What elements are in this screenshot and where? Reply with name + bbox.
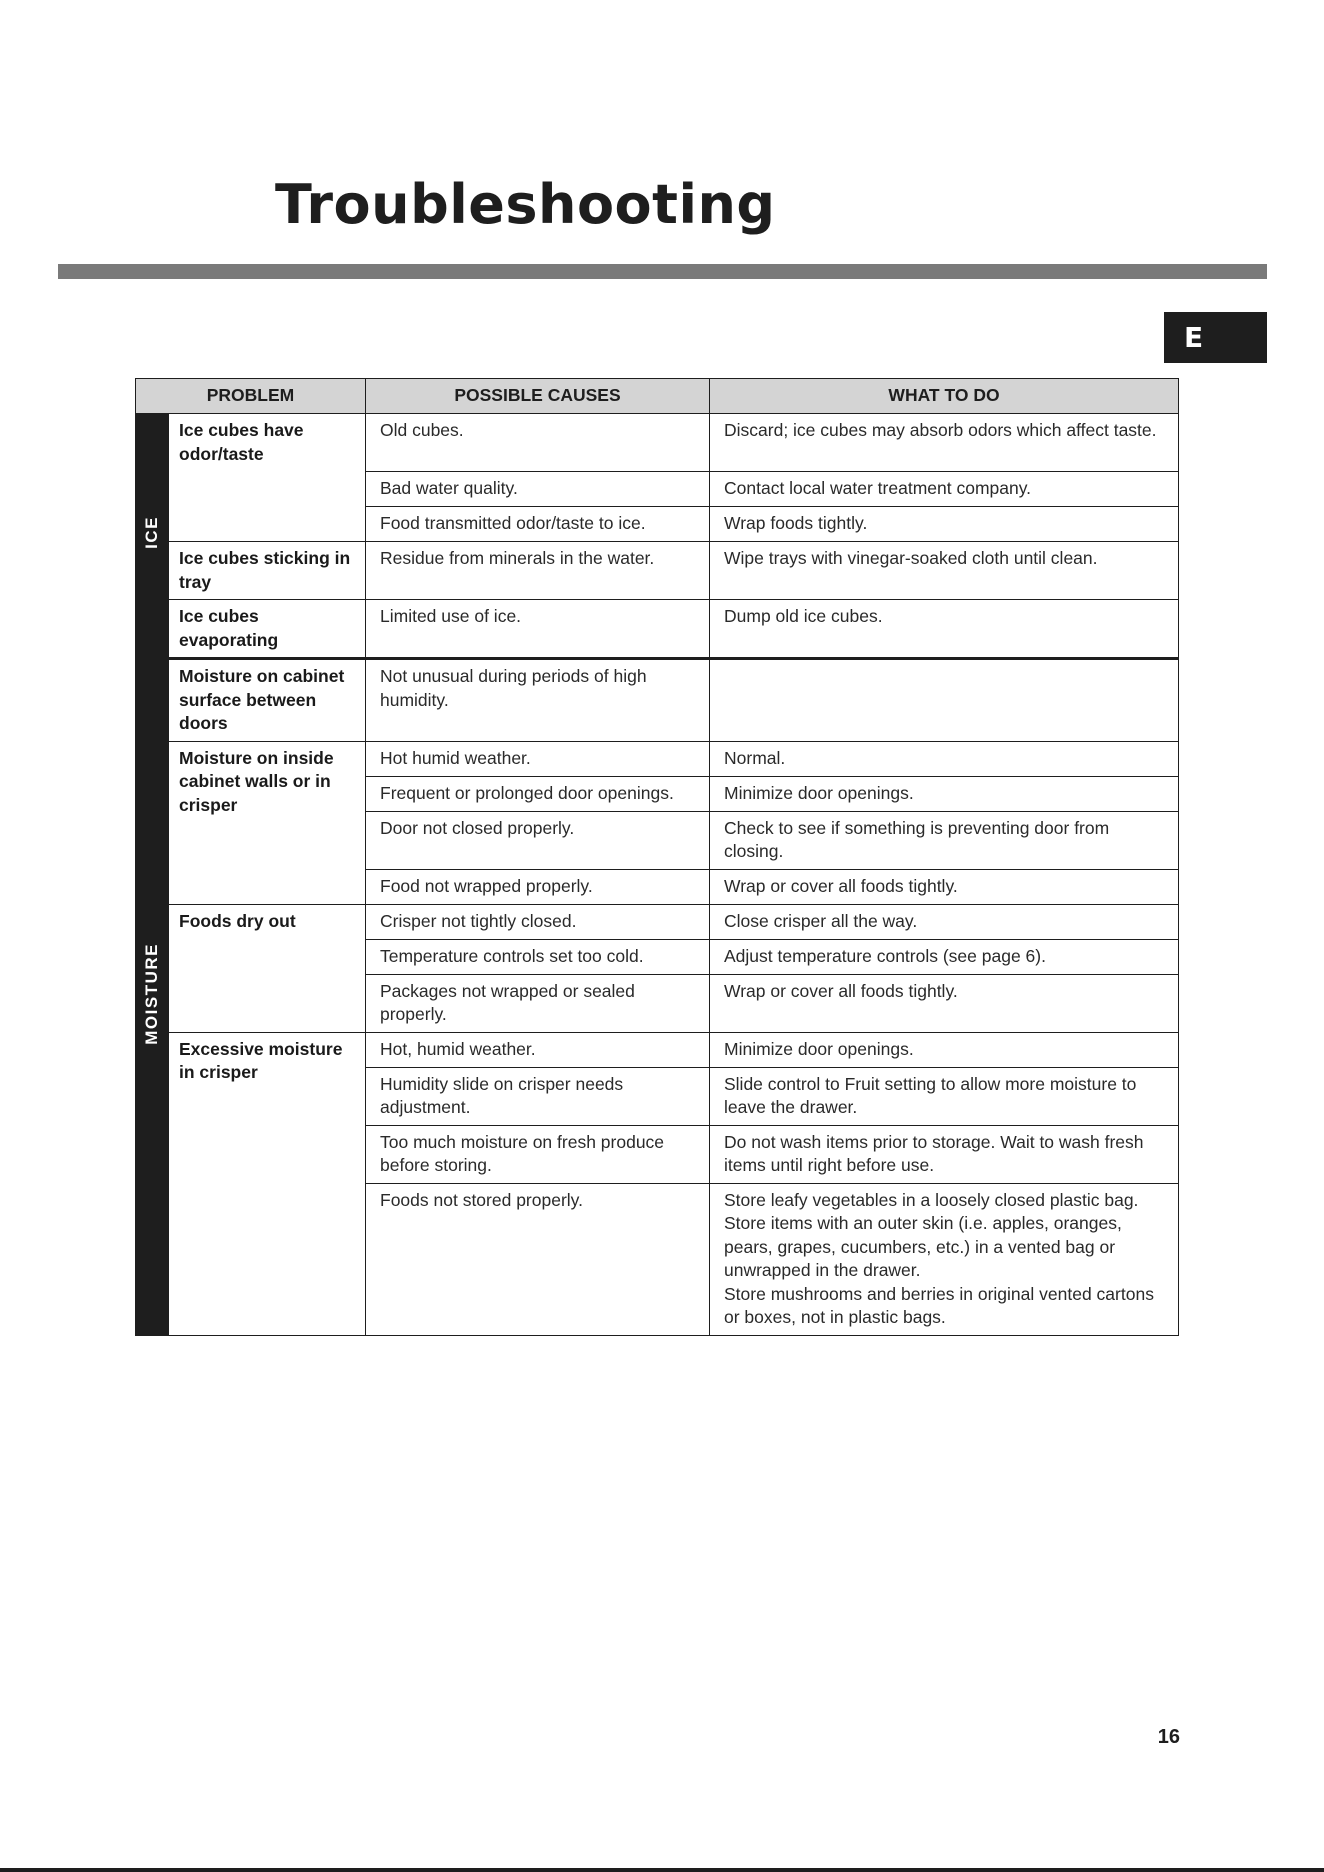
action-cell: Do not wash items prior to storage. Wait to wash fresh items until right before use.: [710, 1125, 1179, 1183]
cause-cell: Temperature controls set too cold.: [366, 939, 710, 974]
action-cell: Slide control to Fruit setting to allow more moisture to leave the drawer.: [710, 1067, 1179, 1125]
action-cell: Minimize door openings.: [710, 776, 1179, 811]
action-cell: [710, 659, 1179, 742]
troubleshooting-table: [135, 378, 1179, 1336]
cause-cell: Too much moisture on fresh produce before storing.: [366, 1125, 710, 1183]
cause-cell: Hot humid weather.: [366, 741, 710, 776]
bottom-rule: [0, 1868, 1324, 1872]
cause-cell: Food not wrapped properly.: [366, 869, 710, 904]
header-possible-causes: POSSIBLE CAUSES: [366, 379, 710, 414]
table-row: [136, 659, 1179, 742]
action-line: Store leafy vegetables in a loosely closed plastic bag. Store items with an outer skin (i.e. apples, oranges, pears, grapes, cucumbers, etc.) in a vented bag or unwrapped in the drawer.: [724, 1189, 1139, 1280]
table-row: [136, 741, 1179, 776]
cause-cell: Hot, humid weather.: [366, 1032, 710, 1067]
page-title: Troubleshooting: [275, 173, 776, 236]
header-problem: PROBLEM: [136, 379, 366, 414]
problem-cell: Excessive moisture in crisper: [169, 1032, 366, 1335]
cause-cell: Foods not stored properly.: [366, 1183, 710, 1335]
cause-cell: Limited use of ice.: [366, 600, 710, 659]
category-moisture: [136, 659, 169, 1336]
cause-cell: Residue from minerals in the water.: [366, 542, 710, 600]
action-cell: Dump old ice cubes.: [710, 600, 1179, 659]
table-row: [136, 600, 1179, 659]
problem-cell: Foods dry out: [169, 904, 366, 1032]
action-cell: Wrap or cover all foods tightly.: [710, 974, 1179, 1032]
action-line: Store mushrooms and berries in original vented cartons or boxes, not in plastic bags.: [724, 1283, 1154, 1327]
cause-cell: Not unusual during periods of high humidity.: [366, 659, 710, 742]
action-cell: Close crisper all the way.: [710, 904, 1179, 939]
category-ice: [136, 414, 169, 659]
problem-cell: Moisture on inside cabinet walls or in crisper: [169, 741, 366, 904]
cause-cell: Crisper not tightly closed.: [366, 904, 710, 939]
problem-cell: Moisture on cabinet surface between doors: [169, 659, 366, 742]
action-cell: Adjust temperature controls (see page 6).: [710, 939, 1179, 974]
cause-cell: Packages not wrapped or sealed properly.: [366, 974, 710, 1032]
action-cell: Minimize door openings.: [710, 1032, 1179, 1067]
action-cell: Wipe trays with vinegar-soaked cloth until clean.: [710, 542, 1179, 600]
action-cell: Check to see if something is preventing door from closing.: [710, 811, 1179, 869]
action-cell: Contact local water treatment company.: [710, 472, 1179, 507]
title-rule: [58, 264, 1267, 279]
category-label: ICE: [142, 516, 162, 550]
table-row: [136, 542, 1179, 600]
table-row: [136, 1032, 1179, 1067]
action-cell: Wrap foods tightly.: [710, 507, 1179, 542]
problem-cell: Ice cubes have odor/taste: [169, 414, 366, 542]
language-tab: E: [1164, 312, 1267, 363]
category-label: MOISTURE: [142, 942, 162, 1045]
problem-cell: Ice cubes sticking in tray: [169, 542, 366, 600]
action-cell: Discard; ice cubes may absorb odors which affect taste.: [710, 414, 1179, 472]
header-what-to-do: WHAT TO DO: [710, 379, 1179, 414]
action-cell: Normal.: [710, 741, 1179, 776]
cause-cell: Door not closed properly.: [366, 811, 710, 869]
cause-cell: Bad water quality.: [366, 472, 710, 507]
table-row: [136, 414, 1179, 472]
action-cell: [710, 1183, 1179, 1335]
cause-cell: Frequent or prolonged door openings.: [366, 776, 710, 811]
cause-cell: Humidity slide on crisper needs adjustment.: [366, 1067, 710, 1125]
table-row: [136, 904, 1179, 939]
cause-cell: Food transmitted odor/taste to ice.: [366, 507, 710, 542]
problem-cell: Ice cubes evaporating: [169, 600, 366, 659]
cause-cell: Old cubes.: [366, 414, 710, 472]
page-number: 16: [1157, 1726, 1180, 1748]
table-header-row: [136, 379, 1179, 414]
action-cell: Wrap or cover all foods tightly.: [710, 869, 1179, 904]
